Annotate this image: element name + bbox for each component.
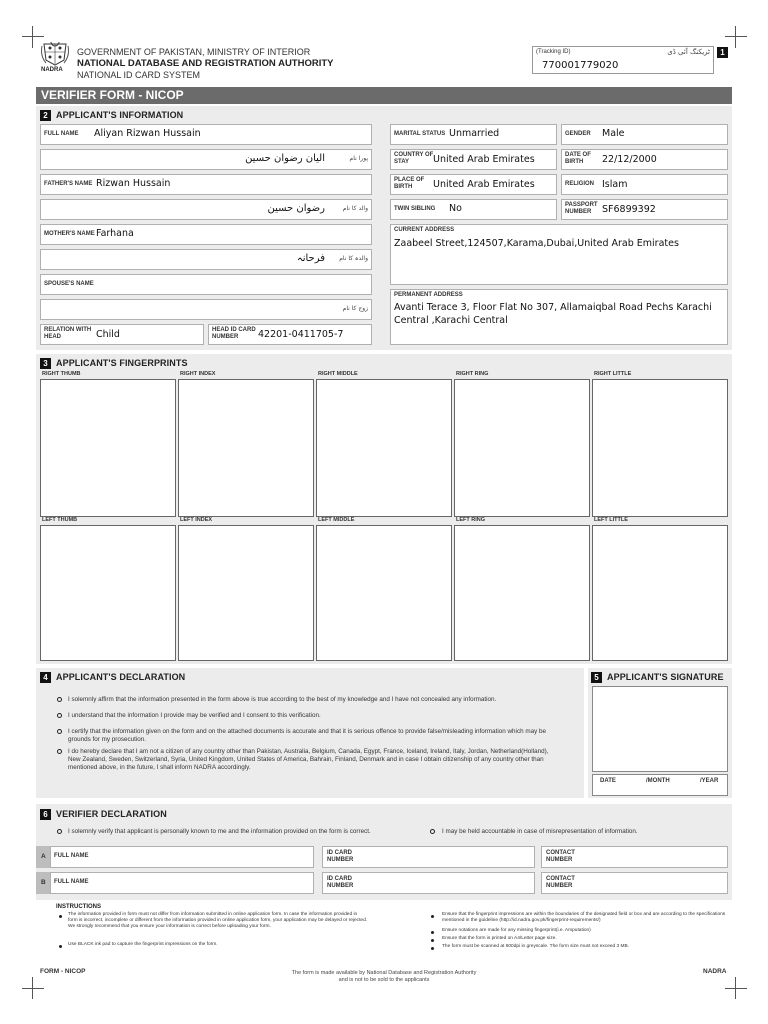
pob-value: United Arab Emirates — [433, 179, 535, 190]
fingerprint-right-ring[interactable] — [454, 371, 590, 517]
verifier-a-full-name-label: FULL NAME — [54, 853, 89, 859]
mother-name-urdu-value: فرحانہ — [296, 253, 325, 264]
bullet-icon — [431, 931, 434, 934]
bullet-icon — [57, 697, 62, 702]
signature-box[interactable] — [592, 686, 728, 772]
fingerprint-right-little[interactable] — [592, 371, 728, 517]
fingerprint-label: RIGHT LITTLE — [594, 371, 632, 377]
form-title: VERIFIER FORM - NICOP — [41, 88, 184, 102]
fingerprint-box[interactable] — [592, 379, 728, 517]
tracking-id-label: (Tracking ID) — [536, 49, 571, 55]
government-emblem-icon — [40, 38, 70, 66]
footer-center-line1: The form is made available by National Database and Registration Authority — [291, 970, 477, 976]
fingerprint-label: RIGHT RING — [456, 371, 489, 377]
fingerprint-left-middle[interactable] — [316, 517, 452, 661]
bullet-icon — [430, 829, 435, 834]
father-name-value: Rizwan Hussain — [96, 178, 171, 189]
verifier-row-b-letter: B — [41, 879, 46, 886]
footer-form-label: FORM - NICOP — [40, 968, 86, 975]
head-id-label: HEAD ID CARD NUMBER — [212, 327, 256, 340]
fingerprint-label: LEFT INDEX — [180, 517, 213, 523]
section-2-header — [40, 107, 183, 123]
verifier-b-id-card-label: ID CARD NUMBER — [327, 876, 354, 889]
section-2-title: APPLICANT'S INFORMATION — [56, 110, 184, 120]
instruction-item: Ensure notations are made for any missing fingerprint(i.e. Amputation) — [442, 928, 591, 933]
verifier-b-full-name-label: FULL NAME — [54, 879, 89, 885]
father-name-label: FATHER'S NAME — [44, 181, 93, 187]
fingerprint-label: RIGHT MIDDLE — [318, 371, 358, 377]
head-id-value: 42201-0411705-7 — [258, 329, 344, 340]
declaration-item: I do hereby declare that I am not a citizen of any country other than Pakistan, Australia, Belgium, Canada, Egypt, France, Iceland, Ireland, Italy, Jordan, Netherland(Holland), New Zealand, Sweden, Switzerland, Syria, United Kingdom, United States of America, Bahrain, Finland, Denmark and in case I obtain citizenship of any country other than mentioned above, in the future, I shall inform NADRA accordingly. — [68, 748, 549, 771]
fingerprint-label: LEFT RING — [456, 517, 486, 523]
mother-name-value: Farhana — [96, 228, 134, 239]
spouse-name-urdu-label: زوج کا نام — [342, 305, 368, 312]
verifier-b-contact-label: CONTACT NUMBER — [546, 876, 575, 889]
full-name-field[interactable] — [40, 124, 372, 145]
spouse-name-label: SPOUSE'S NAME — [44, 281, 94, 287]
section-5-header — [591, 669, 724, 685]
bullet-icon — [57, 713, 62, 718]
section-4-title: APPLICANT'S DECLARATION — [56, 672, 186, 682]
spouse-name-urdu-field[interactable] — [40, 299, 372, 320]
crop-mark-bl-v — [32, 977, 33, 999]
crop-mark-tl-h — [22, 36, 44, 37]
instruction-item: Ensure that the form is printed on A4/Letter page size. — [442, 936, 557, 941]
dob-value: 22/12/2000 — [602, 154, 657, 165]
verifier-a-full-name-field[interactable] — [50, 846, 314, 868]
section-5-title: APPLICANT'S SIGNATURE — [607, 672, 724, 682]
tracking-id-urdu-label: ٹریکنگ آئی ڈی — [667, 48, 710, 56]
passport-label: PASSPORT NUMBER — [565, 202, 598, 215]
bullet-icon — [57, 749, 62, 754]
fingerprint-box[interactable] — [316, 525, 452, 661]
fingerprint-box[interactable] — [178, 379, 314, 517]
full-name-urdu-label: پورا نام — [349, 155, 368, 162]
fingerprint-left-index[interactable] — [178, 517, 314, 661]
instruction-item: The form must be scanned at 600dpi in greyscale. The form size must not exceed 3 MB. — [442, 944, 630, 949]
bullet-icon — [431, 939, 434, 942]
relation-value: Child — [96, 329, 120, 340]
section-6-title: VERIFIER DECLARATION — [56, 809, 167, 819]
bullet-icon — [57, 829, 62, 834]
religion-label: RELIGION — [565, 181, 595, 187]
fingerprint-box[interactable] — [40, 525, 176, 661]
permanent-address-label: PERMANENT ADDRESS — [394, 292, 463, 298]
signature-month-label: /MONTH — [646, 778, 670, 784]
section-2-number: 2 — [40, 110, 51, 121]
full-name-value: Aliyan Rizwan Hussain — [94, 128, 201, 139]
fingerprint-right-thumb[interactable] — [40, 371, 176, 517]
permanent-address-value: Avanti Terace 3, Floor Flat No 307, Allamaiqbal Road Pechs Karachi Central ,Karachi Central — [394, 302, 712, 326]
pob-label: PLACE OF BIRTH — [394, 177, 425, 190]
header-line3: NATIONAL ID CARD SYSTEM — [77, 70, 201, 80]
country-label: COUNTRY OF STAY — [394, 152, 434, 165]
current-address-label: CURRENT ADDRESS — [394, 227, 455, 233]
tracking-id-value: 770001779020 — [542, 60, 619, 71]
marital-status-label: MARITAL STATUS — [394, 131, 446, 137]
fingerprint-label: LEFT MIDDLE — [318, 517, 355, 523]
bullet-icon — [59, 945, 62, 948]
fingerprint-label: LEFT LITTLE — [594, 517, 628, 523]
bullet-icon — [431, 915, 434, 918]
declaration-item: I understand that the information I provide may be verified and I consent to this verification. — [68, 712, 321, 719]
passport-value: SF6899392 — [602, 204, 656, 215]
instructions-title: INSTRUCTIONS — [56, 904, 101, 910]
fingerprint-box[interactable] — [454, 525, 590, 661]
bullet-icon — [57, 729, 62, 734]
signature-year-label: /YEAR — [700, 778, 719, 784]
signature-date-label: DATE — [600, 778, 616, 784]
section-4-number: 4 — [40, 672, 51, 683]
fingerprint-left-thumb[interactable] — [40, 517, 176, 661]
section-5-number: 5 — [591, 672, 602, 683]
current-address-value: Zaabeel Street,124507,Karama,Dubai,United Arab Emirates — [394, 238, 679, 249]
header-line1: GOVERNMENT OF PAKISTAN, MINISTRY OF INTERIOR — [77, 47, 311, 57]
verifier-a-id-card-label: ID CARD NUMBER — [327, 850, 354, 863]
crop-mark-bl-h — [22, 988, 44, 989]
fingerprint-box[interactable] — [40, 379, 176, 517]
verifier-a-contact-label: CONTACT NUMBER — [546, 850, 575, 863]
relation-label: RELATION WITH HEAD — [44, 327, 92, 340]
fingerprint-box[interactable] — [178, 525, 314, 661]
instruction-item: Use BLACK ink pad to capture the fingerprint impressions on the form. — [68, 942, 218, 947]
gender-value: Male — [602, 128, 625, 139]
section-1-number: 1 — [717, 47, 728, 58]
mother-name-urdu-label: والدہ کا نام — [339, 255, 368, 262]
section-4-header — [40, 669, 185, 685]
section-3-header — [40, 355, 188, 371]
father-name-urdu-value: رضوان حسین — [267, 203, 325, 214]
fingerprint-left-little[interactable] — [592, 517, 728, 661]
fingerprint-box[interactable] — [316, 379, 452, 517]
crop-mark-br-h — [725, 988, 747, 989]
crop-mark-tr-v — [735, 26, 736, 48]
fingerprint-box[interactable] — [454, 379, 590, 517]
header-line2: NATIONAL DATABASE AND REGISTRATION AUTHORITY — [77, 58, 334, 69]
footer-nadra-label: NADRA — [703, 968, 727, 975]
section-6-number: 6 — [40, 809, 51, 820]
full-name-urdu-value: الیان رضوان حسین — [245, 153, 325, 164]
fingerprint-label: RIGHT INDEX — [180, 371, 216, 377]
father-name-urdu-label: والد کا نام — [342, 205, 368, 212]
dob-label: DATE OF BIRTH — [565, 152, 591, 165]
fingerprint-box[interactable] — [592, 525, 728, 661]
nadra-logo: NADRA — [41, 67, 63, 73]
marital-status-value: Unmarried — [449, 128, 500, 139]
bullet-icon — [59, 915, 62, 918]
twin-label: TWIN SIBLING — [394, 206, 436, 212]
fingerprint-label: RIGHT THUMB — [42, 371, 81, 377]
declaration-item: I solemnly affirm that the information presented in the form above is true according to the best of my knowledge and I have not concealed any information. — [68, 696, 497, 703]
bullet-icon — [431, 947, 434, 950]
footer-center-line2: and is not to be sold to the applicants — [338, 977, 430, 983]
fingerprint-left-ring[interactable] — [454, 517, 590, 661]
verifier-b-full-name-field[interactable] — [50, 872, 314, 894]
section-3-title: APPLICANT'S FINGERPRINTS — [56, 358, 188, 368]
verifier-statement-1: I solemnly verify that applicant is personally known to me and the information provided on the form is correct. — [68, 828, 371, 835]
country-value: United Arab Emirates — [433, 154, 535, 165]
verifier-row-a-letter: A — [41, 853, 46, 860]
instruction-item: The information provided in form must not differ from information submitted in online application form. In case the information provided in form is incorrect, incomplete or different from the information provided in online application form, your application may be delayed or rejected. We strongly recommend that you ensure your information is correct before uploading your form. — [68, 912, 368, 929]
crop-mark-tr-h — [725, 36, 747, 37]
fingerprint-label: LEFT THUMB — [42, 517, 78, 523]
crop-mark-tl-v — [32, 26, 33, 48]
verifier-statement-2: I may be held accountable in case of misrepresentation of information. — [442, 828, 638, 835]
fingerprint-right-middle[interactable] — [316, 371, 452, 517]
gender-label: GENDER — [565, 131, 591, 137]
instruction-item: Ensure that the fingerprint impressions are within the boundaries of the designated field or box and are according to the specifications mentioned in the guideline (http://id.nadra.gov.pk/fingerprint-requirements/) — [442, 912, 726, 923]
section-6-header — [40, 806, 167, 822]
religion-value: Islam — [602, 179, 628, 190]
full-name-label: FULL NAME — [44, 131, 79, 137]
twin-value: No — [449, 203, 462, 214]
mother-name-label: MOTHER'S NAME — [44, 231, 95, 237]
crop-mark-br-v — [735, 977, 736, 999]
section-3-number: 3 — [40, 358, 51, 369]
fingerprint-right-index[interactable] — [178, 371, 314, 517]
declaration-item: I certify that the information given on the form and on the attached documents is accurate and that it is serious offence to provide false/misleading information which may be grounds for my prosecution. — [68, 728, 547, 743]
